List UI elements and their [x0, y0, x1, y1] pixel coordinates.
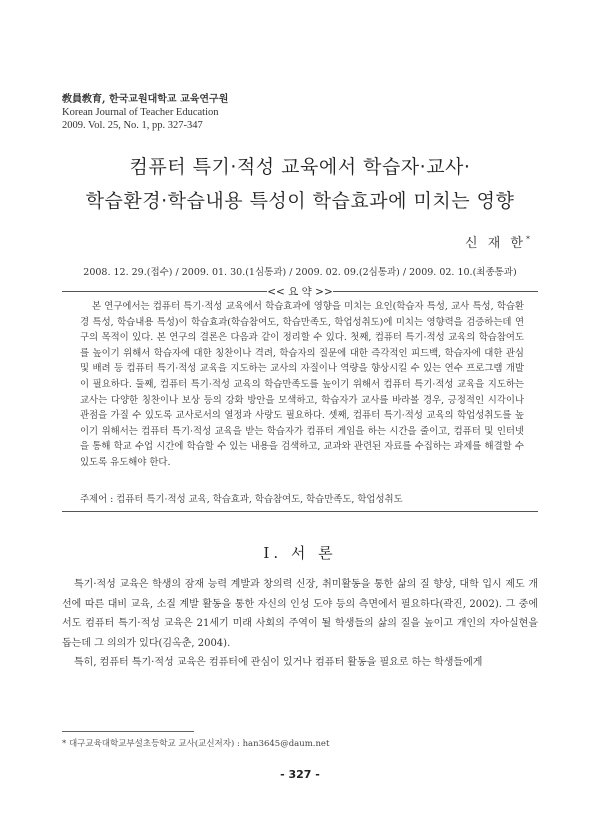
author — [465, 232, 530, 251]
body-paragraph-1: 특기·적성 교육은 학생의 잠재 능력 계발과 창의력 신장, 취미활동을 통한 삶의 질 향상, 대학 입시 제도 개선에 따른 대비 교육, 소질 계발 활동을 통한 자신의 인성 도야 등의 측면에서 필요하다(곽진, 2002). 그 중에서도 컴퓨터 특기·적성 교육은 21세기 미래 사회의 주역이 될 학생들의 삶의 질을 높이고 개인의 자아실현을 돕는데 그 의의가 있다(김옥춘, 2004). — [62, 579, 538, 649]
author-name: 신 재 한 — [465, 236, 526, 251]
body-text — [62, 575, 538, 673]
paper-title — [0, 150, 600, 218]
section-heading: Ⅰ. 서 론 — [263, 544, 337, 562]
author-footnote-mark: * — [526, 234, 530, 244]
journal-name-korean: 敎員敎育, 한국교원대학교 교육연구원 — [62, 94, 229, 105]
abstract-heading-rule-right — [333, 291, 538, 292]
journal-name-english: Korean Journal of Teacher Education — [62, 107, 219, 118]
journal-header — [62, 93, 228, 132]
paper-title-line-2: 학습환경·학습내용 특성이 학습효과에 미치는 영향 — [85, 190, 515, 212]
abstract-heading-label: << 요 약 >> — [267, 286, 333, 298]
footnote-rule — [62, 731, 194, 732]
journal-citation: 2009. Vol. 25, No. 1, pp. 327-347 — [62, 120, 203, 131]
abstract-bottom-rule — [62, 511, 538, 512]
body-paragraph-2: 특히, 컴퓨터 특기·적성 교육은 컴퓨터에 관심이 있거나 컴퓨터 활동을 필요로 하는 학생들에게 — [74, 657, 483, 668]
abstract-heading — [0, 285, 600, 297]
review-dates: 2008. 12. 29.(접수) / 2009. 01. 30.(1심통과) / 2009. 02. 09.(2심통과) / 2009. 02. 10.(최종통과) — [83, 267, 517, 278]
paper-title-line-1: 컴퓨터 특기·적성 교육에서 학습자·교사· — [129, 156, 471, 178]
keywords: 주제어 : 컴퓨터 특기·적성 교육, 학습효과, 학습참여도, 학습만족도, 학업성취도 — [80, 494, 403, 505]
footnote: * 대구교육대학교부설초등학교 교사(교신저자) : han3645@daum.net — [62, 739, 330, 749]
page-number: - 327 - — [280, 768, 320, 781]
abstract-text: 본 연구에서는 컴퓨터 특기·적성 교육에서 학습효과에 영향을 미치는 요인(학습자 특성, 교사 특성, 학습환경 특성, 학습내용 특성)이 학습효과(학습참여도, 학습만족도, 학업성취도)에 미치는 영향력을 검증하는데 연구의 목적이 있다. 본 연구의 결론은 다음과 같이 정리할 수 있다. 첫째, 컴퓨터 특기·적성 교육의 학습참여도를 높이기 위해서 학습자에 대한 칭찬이나 격려, 학습자의 질문에 대한 즉각적인 피드백, 학습자에 대한 관심 및 배려 등 컴퓨터 특기·적성 교육을 지도하는 교사의 자질이나 역량을 향상시킬 수 있는 연수 프로그램 개발이 필요하다. 둘째, 컴퓨터 특기·적성 교육의 학습만족도를 높이기 위해서 컴퓨터 특기·적성 교육을 지도하는 교사는 다양한 칭찬이나 보상 등의 강화 방안을 모색하고, 학습자가 교사를 바라볼 경우, 긍정적인 시각이나 관점을 가질 수 있도록 교사로서의 열정과 사랑도 필요하다. 셋째, 컴퓨터 특기·적성 교육의 학업성취도를 높이기 위해서는 컴퓨터 특기·적성 교육을 받는 학습자가 컴퓨터 게임을 하는 시간을 줄이고, 컴퓨터 및 인터넷을 통해 학교 수업 시간에 학습할 수 있는 내용을 검색하고, 교과와 관련된 자료를 수집하는 과제를 해결할 수 있도록 유도해야 한다. — [80, 301, 524, 468]
